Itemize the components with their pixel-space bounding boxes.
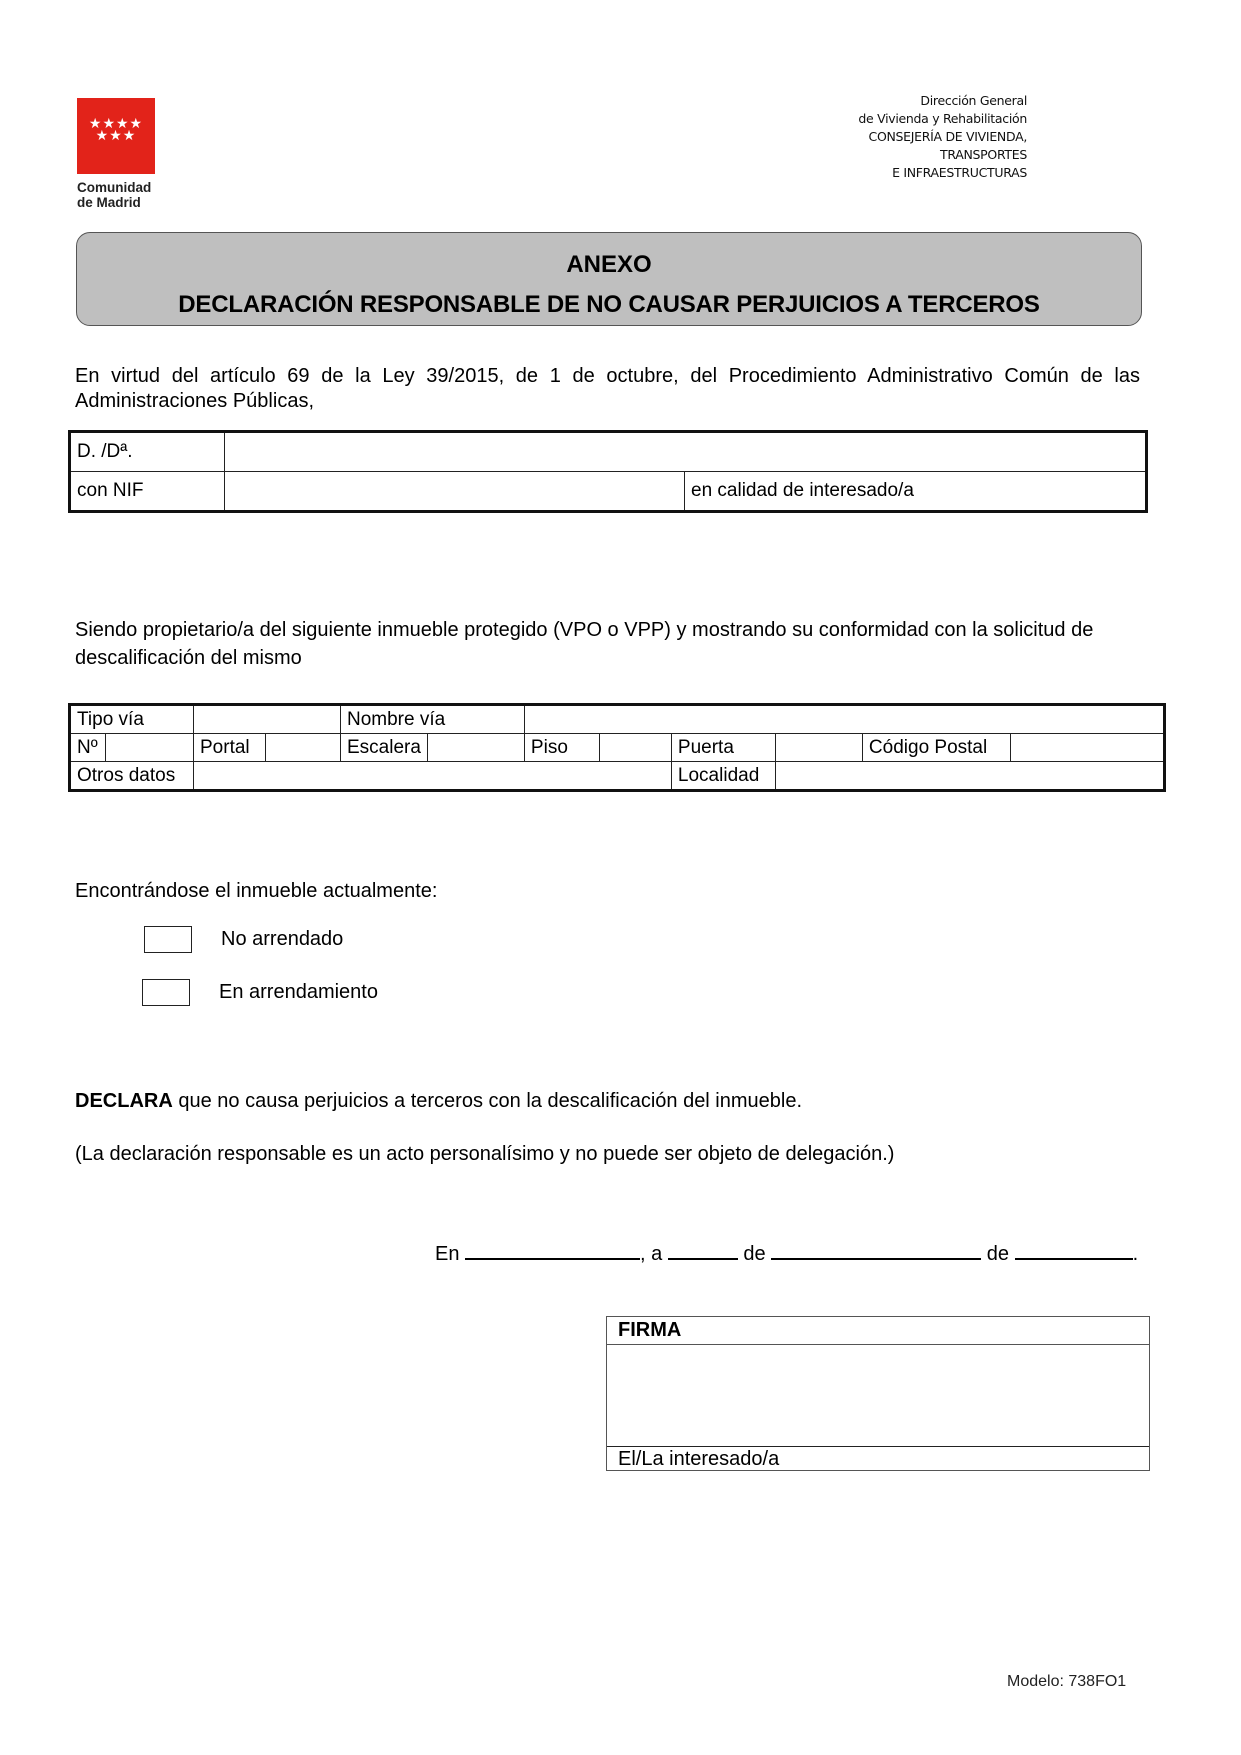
month-field[interactable] — [771, 1240, 981, 1260]
puerta-field[interactable] — [775, 734, 862, 762]
table-row — [70, 762, 1165, 791]
nif-label: con NIF — [70, 472, 225, 512]
day-field[interactable] — [668, 1240, 738, 1260]
option-no-arrendado[interactable] — [144, 926, 343, 953]
stars-icon: ★★★★ ★★★ — [88, 116, 144, 144]
table-row — [70, 472, 1147, 512]
title-box — [76, 232, 1142, 326]
signature-header: FIRMA — [607, 1317, 1149, 1345]
codigo-postal-label: Código Postal — [862, 734, 1010, 762]
otros-datos-label: Otros datos — [70, 762, 194, 791]
declaration-rest: que no causa perjuicios a terceros con la descalificación del inmueble. — [172, 1090, 803, 1112]
localidad-label: Localidad — [671, 762, 775, 791]
signature-area[interactable] — [607, 1345, 1149, 1447]
department-line: Dirección General — [920, 93, 1027, 108]
status-label: Encontrándose el inmueble actualmente: — [75, 880, 438, 902]
otros-datos-field[interactable] — [194, 762, 672, 791]
option-label: En arrendamiento — [219, 981, 378, 1003]
table-row — [70, 432, 1147, 472]
department-line: E INFRAESTRUCTURAS — [892, 165, 1027, 180]
puerta-label: Puerta — [671, 734, 775, 762]
department-line: TRANSPORTES — [940, 147, 1027, 162]
numero-label: Nº — [70, 734, 106, 762]
document-title: DECLARACIÓN RESPONSABLE DE NO CAUSAR PERJUICIOS A TERCEROS — [178, 291, 1040, 318]
localidad-field[interactable] — [775, 762, 1164, 791]
logo-text: Comunidad de Madrid — [77, 180, 152, 210]
numero-field[interactable] — [106, 734, 194, 762]
codigo-postal-field[interactable] — [1010, 734, 1164, 762]
option-label: No arrendado — [221, 928, 344, 950]
portal-label: Portal — [194, 734, 266, 762]
checkbox[interactable] — [142, 979, 190, 1006]
escalera-field[interactable] — [427, 734, 524, 762]
checkbox[interactable] — [144, 926, 192, 953]
department-line: de Vivienda y Rehabilitación — [858, 111, 1027, 126]
department-line: CONSEJERÍA DE VIVIENDA, — [868, 129, 1027, 144]
nif-field[interactable] — [225, 472, 685, 512]
model-code: Modelo: 738FO1 — [1007, 1673, 1127, 1690]
nombre-via-field[interactable] — [524, 705, 1164, 734]
tipo-via-label: Tipo vía — [70, 705, 194, 734]
department-header — [858, 92, 1027, 182]
intro-paragraph: En virtud del artículo 69 de la Ley 39/2015, de 1 de octubre, del Procedimiento Administrativo Común de las Administraciones Públicas, — [75, 365, 1140, 412]
name-label: D. /Dª. — [70, 432, 225, 472]
escalera-label: Escalera — [341, 734, 428, 762]
signature-box — [606, 1316, 1150, 1471]
table-row — [70, 734, 1165, 762]
nombre-via-label: Nombre vía — [341, 705, 525, 734]
name-field[interactable] — [225, 432, 1147, 472]
applicant-table — [68, 430, 1148, 513]
table-row — [70, 705, 1165, 734]
role-label: en calidad de interesado/a — [685, 472, 1147, 512]
tipo-via-field[interactable] — [194, 705, 341, 734]
year-field[interactable] — [1015, 1240, 1133, 1260]
declaration-bold: DECLARA — [75, 1090, 173, 1112]
logo — [77, 98, 157, 210]
piso-field[interactable] — [599, 734, 671, 762]
option-en-arrendamiento[interactable] — [142, 979, 378, 1006]
comunidad-de-madrid-flag-icon — [77, 98, 155, 174]
place-field[interactable] — [465, 1240, 640, 1260]
signature-footer: El/La interesado/a — [618, 1448, 780, 1470]
address-table — [68, 703, 1166, 792]
owner-paragraph: Siendo propietario/a del siguiente inmueble protegido (VPO o VPP) y mostrando su conformidad con la solicitud de descalificación del mismo — [75, 619, 1094, 669]
delegation-note: (La declaración responsable es un acto personalísimo y no puede ser objeto de delegación.) — [75, 1143, 895, 1165]
piso-label: Piso — [524, 734, 599, 762]
declaration-text — [75, 1089, 802, 1114]
portal-field[interactable] — [266, 734, 341, 762]
date-line: En , a de de . — [435, 1240, 1138, 1266]
title-annex: ANEXO — [566, 251, 652, 278]
